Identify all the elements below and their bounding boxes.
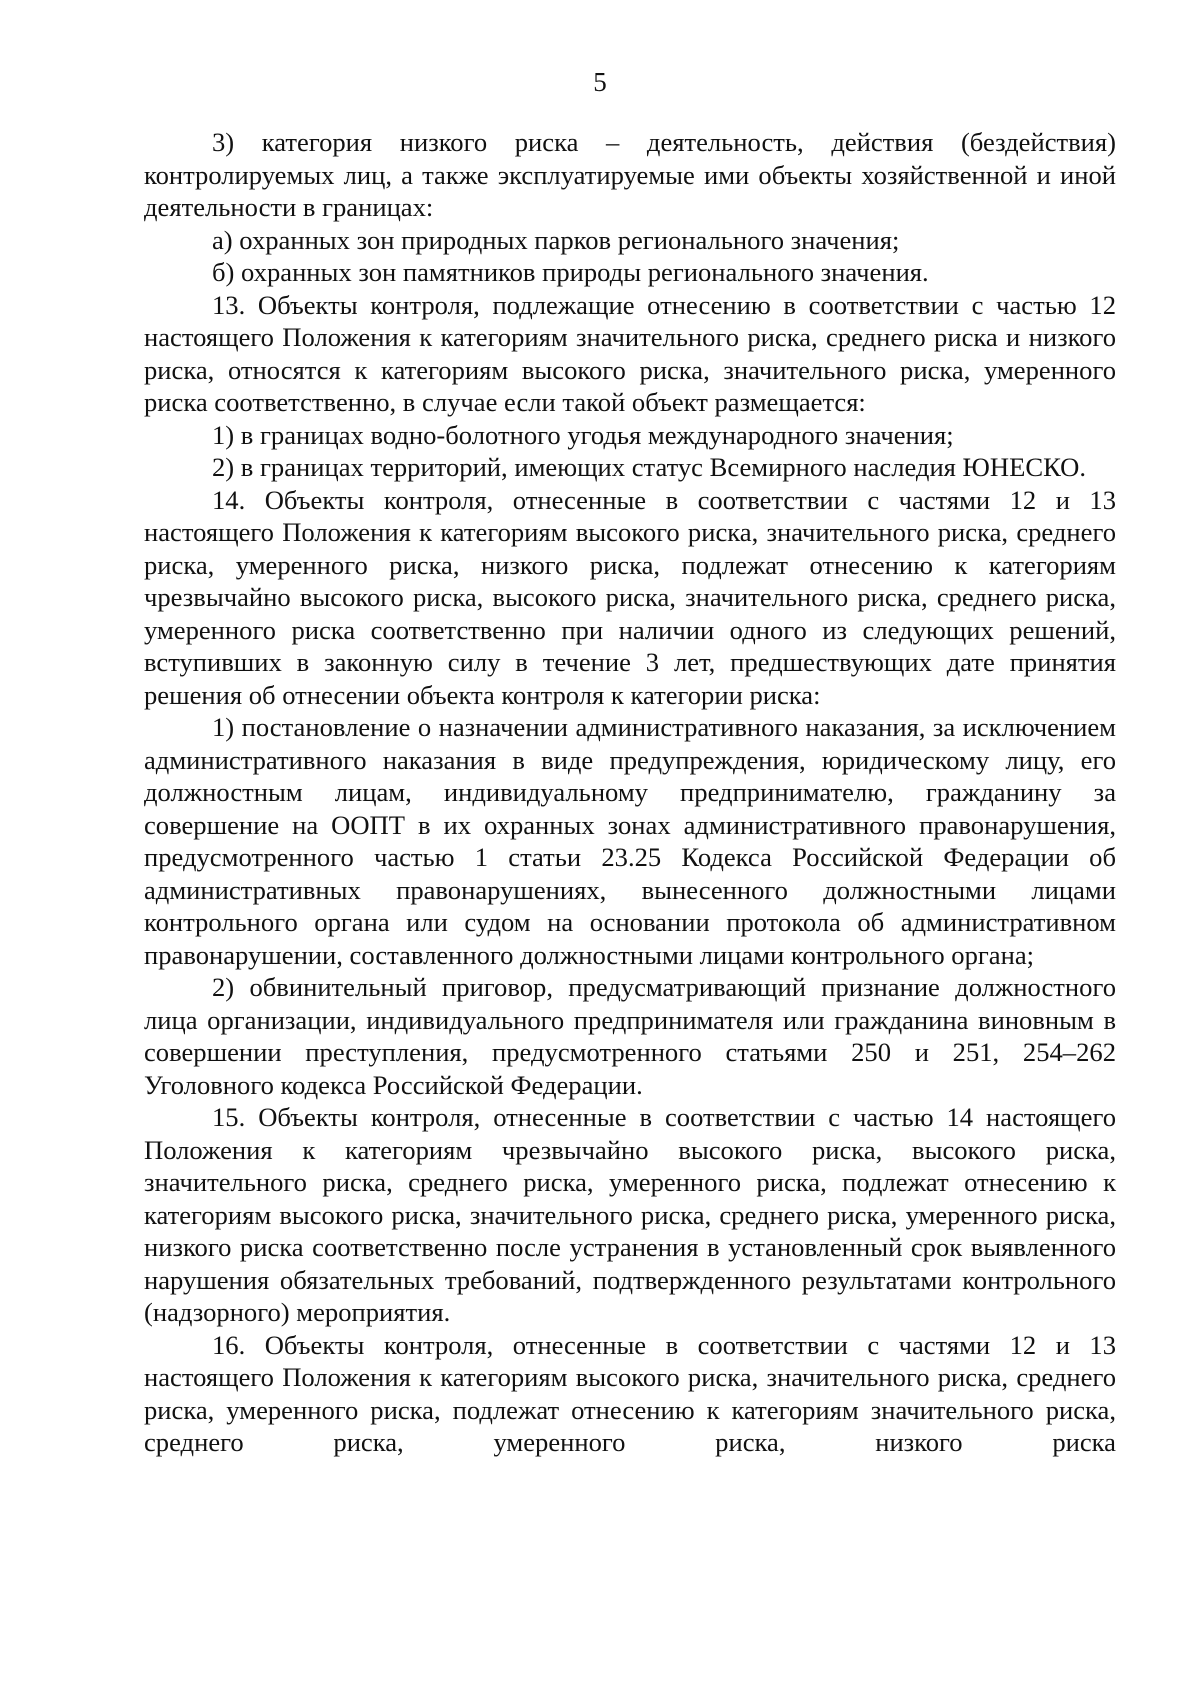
paragraph-item-a: а) охранных зон природных парков регионального значения; [212,224,900,255]
paragraph-3-low-risk: 3) категория низкого риска – деятельность, действия (бездействия) контролируемых лиц, а также эксплуатируемые ими объекты хозяйственной и иной деятельности в границах: [144,127,1116,222]
page-number: 5 [593,67,607,97]
paragraph-item-b: б) охранных зон памятников природы регионального значения. [212,257,929,287]
paragraph-13-item-2: 2) в границах территорий, имеющих статус Всемирного наследия ЮНЕСКО. [212,452,1087,482]
paragraph-14-item-1: 1) постановление о назначении административного наказания, за исключением административного наказания в виде предупреждения, юридическому лицу, его должностным лицам, индивидуальному предпринимателю, гражданину за совершение на ООПТ в их охранных зонах административного правонарушения, предусмотренного частью 1 статьи 23.25 Кодекса Российской Федерации об административных правонарушениях, вынесенного должностными лицами контрольного органа или судом на основании протокола об административном правонарушении, составленного должностными лицами контрольного органа; [144,712,1116,970]
paragraph-13: 13. Объекты контроля, подлежащие отнесению в соответствии с частью 12 настоящего Положения к категориям значительного риска, среднего риска и низкого риска, относятся к категориям высокого риска, значительного риска, умеренного риска соответственно, в случае если такой объект размещается: [144,289,1116,417]
paragraph-13-item-1: 1) в границах водно-болотного угодья международного значения; [212,419,954,450]
paragraph-15: 15. Объекты контроля, отнесенные в соответствии с частью 14 настоящего Положения к категориям чрезвычайно высокого риска, высокого риска, значительного риска, среднего риска, умеренного риска, подлежат отнесению к категориям высокого риска, значительного риска, среднего риска, умеренного риска, низкого риска соответственно после устранения в установленный срок выявленного нарушения обязательных требований, подтвержденного результатами контрольного (надзорного) мероприятия. [144,1102,1116,1327]
paragraph-14-item-2: 2) обвинительный приговор, предусматривающий признание должностного лица организации, индивидуального предпринимателя или гражданина виновным в совершении преступления, предусмотренного статьями 250 и 251, 254–262 Уголовного кодекса Российской Федерации. [144,972,1116,1100]
paragraph-16: 16. Объекты контроля, отнесенные в соответствии с частями 12 и 13 настоящего Положения к категориям высокого риска, значительного риска, среднего риска, умеренного риска, подлежат отнесению к категориям значительного риска, среднего риска, умеренного риска, низкого риска [144,1329,1116,1457]
document-body [144,126,1116,1459]
paragraph-14: 14. Объекты контроля, отнесенные в соответствии с частями 12 и 13 настоящего Положения к категориям высокого риска, значительного риска, среднего риска, умеренного риска, низкого риска, подлежат отнесению к категориям чрезвычайно высокого риска, высокого риска, значительного риска, среднего риска, умеренного риска соответственно при наличии одного из следующих решений, вступивших в законную силу в течение 3 лет, предшествующих дате принятия решения об отнесении объекта контроля к категории риска: [144,484,1116,710]
